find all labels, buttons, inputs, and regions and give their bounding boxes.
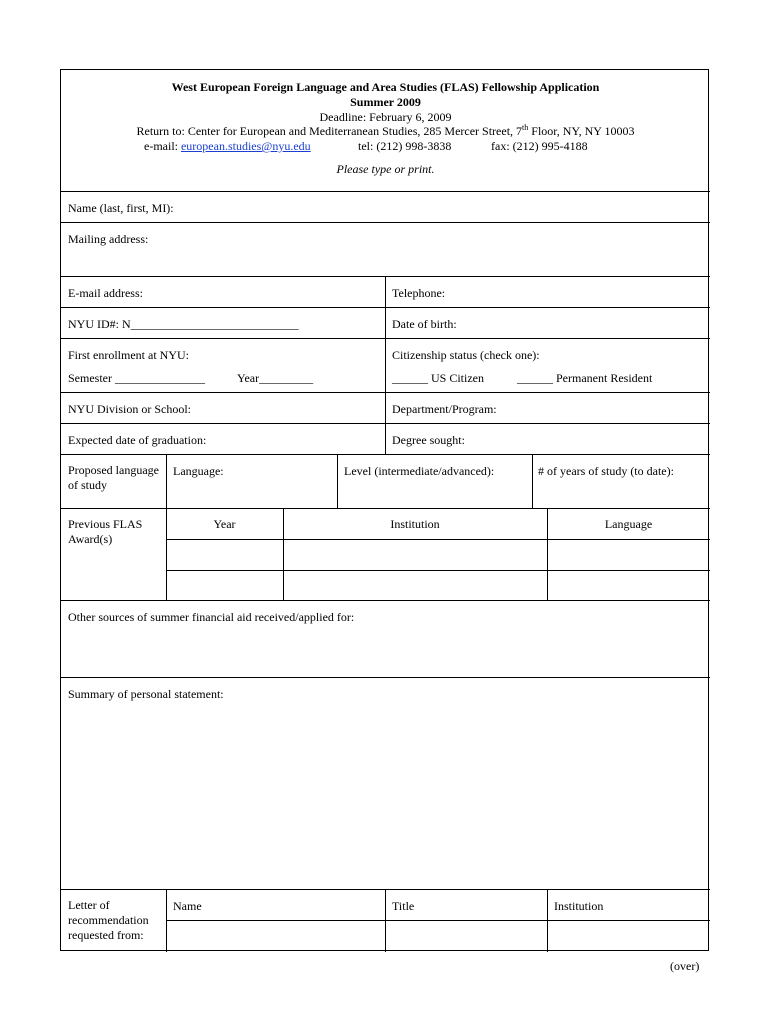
email-field-label[interactable]: E-mail address: bbox=[68, 286, 143, 300]
divider bbox=[61, 677, 710, 678]
column-divider bbox=[337, 454, 338, 508]
year-column-header: Year bbox=[213, 517, 236, 531]
degree-field-label[interactable]: Degree sought: bbox=[392, 433, 465, 447]
column-divider bbox=[547, 889, 548, 952]
telephone-field-label[interactable]: Telephone: bbox=[392, 286, 446, 300]
institution-column-header: Institution bbox=[390, 517, 440, 531]
recommender-name-label[interactable]: Name bbox=[173, 899, 202, 913]
divider bbox=[61, 454, 710, 455]
column-divider bbox=[385, 276, 386, 454]
tel-line: tel: (212) 998-3838 bbox=[358, 139, 452, 153]
divider bbox=[166, 539, 710, 540]
fellowship-application-form bbox=[60, 69, 709, 951]
email-line: e-mail: european.studies@nyu.edu bbox=[144, 139, 311, 153]
divider bbox=[166, 570, 710, 571]
over-page-indicator: (over) bbox=[670, 959, 700, 973]
divider bbox=[61, 508, 710, 509]
division-field-label[interactable]: NYU Division or School: bbox=[68, 402, 191, 416]
recommender-institution-label[interactable]: Institution bbox=[554, 899, 604, 913]
column-divider bbox=[166, 889, 167, 952]
language-column-header: Language bbox=[604, 517, 653, 531]
form-title: West European Foreign Language and Area Studies (FLAS) Fellowship Application bbox=[171, 80, 600, 94]
divider bbox=[166, 920, 710, 921]
instruction-text: Please type or print. bbox=[336, 162, 435, 176]
name-field-label[interactable]: Name (last, first, MI): bbox=[68, 201, 174, 215]
previous-flas-label: Previous FLAS Award(s) bbox=[68, 517, 143, 546]
fax-line: fax: (212) 995-4188 bbox=[491, 139, 588, 153]
return-address: Return to: Center for European and Mediterranean Studies, 285 Mercer Street, 7th Floor, NY, NY 10003 bbox=[136, 123, 635, 138]
form-deadline: Deadline: February 6, 2009 bbox=[319, 110, 452, 124]
year-field[interactable]: Year_________ bbox=[237, 371, 314, 385]
letter-of-recommendation-label: Letter of recommendation requested from: bbox=[68, 898, 149, 942]
divider bbox=[61, 191, 710, 192]
department-field-label[interactable]: Department/Program: bbox=[392, 402, 497, 416]
semester-field[interactable]: Semester _______________ bbox=[68, 371, 205, 385]
divider bbox=[61, 222, 710, 223]
permanent-resident-checkbox[interactable]: ______ Permanent Resident bbox=[517, 371, 653, 385]
nyu-id-field-label[interactable]: NYU ID#: N____________________________ bbox=[68, 317, 299, 331]
mailing-address-field-label[interactable]: Mailing address: bbox=[68, 232, 149, 246]
recommender-title-label[interactable]: Title bbox=[392, 899, 415, 913]
citizenship-status-label: Citizenship status (check one): bbox=[392, 348, 540, 362]
graduation-date-field-label[interactable]: Expected date of graduation: bbox=[68, 433, 207, 447]
personal-statement-field-label[interactable]: Summary of personal statement: bbox=[68, 687, 224, 701]
divider bbox=[61, 600, 710, 601]
level-field-label[interactable]: Level (intermediate/advanced): bbox=[344, 464, 495, 478]
other-sources-field-label[interactable]: Other sources of summer financial aid received/applied for: bbox=[68, 610, 355, 624]
form-term: Summer 2009 bbox=[350, 95, 421, 109]
years-of-study-field-label[interactable]: # of years of study (to date): bbox=[538, 464, 674, 478]
date-of-birth-field-label[interactable]: Date of birth: bbox=[392, 317, 457, 331]
column-divider bbox=[532, 454, 533, 508]
email-link[interactable]: european.studies@nyu.edu bbox=[180, 139, 311, 153]
us-citizen-checkbox[interactable]: ______ US Citizen bbox=[392, 371, 484, 385]
column-divider bbox=[385, 889, 386, 952]
language-field-label[interactable]: Language: bbox=[173, 464, 224, 478]
first-enrollment-label: First enrollment at NYU: bbox=[68, 348, 189, 362]
proposed-language-label: Proposed language of study bbox=[68, 463, 159, 492]
